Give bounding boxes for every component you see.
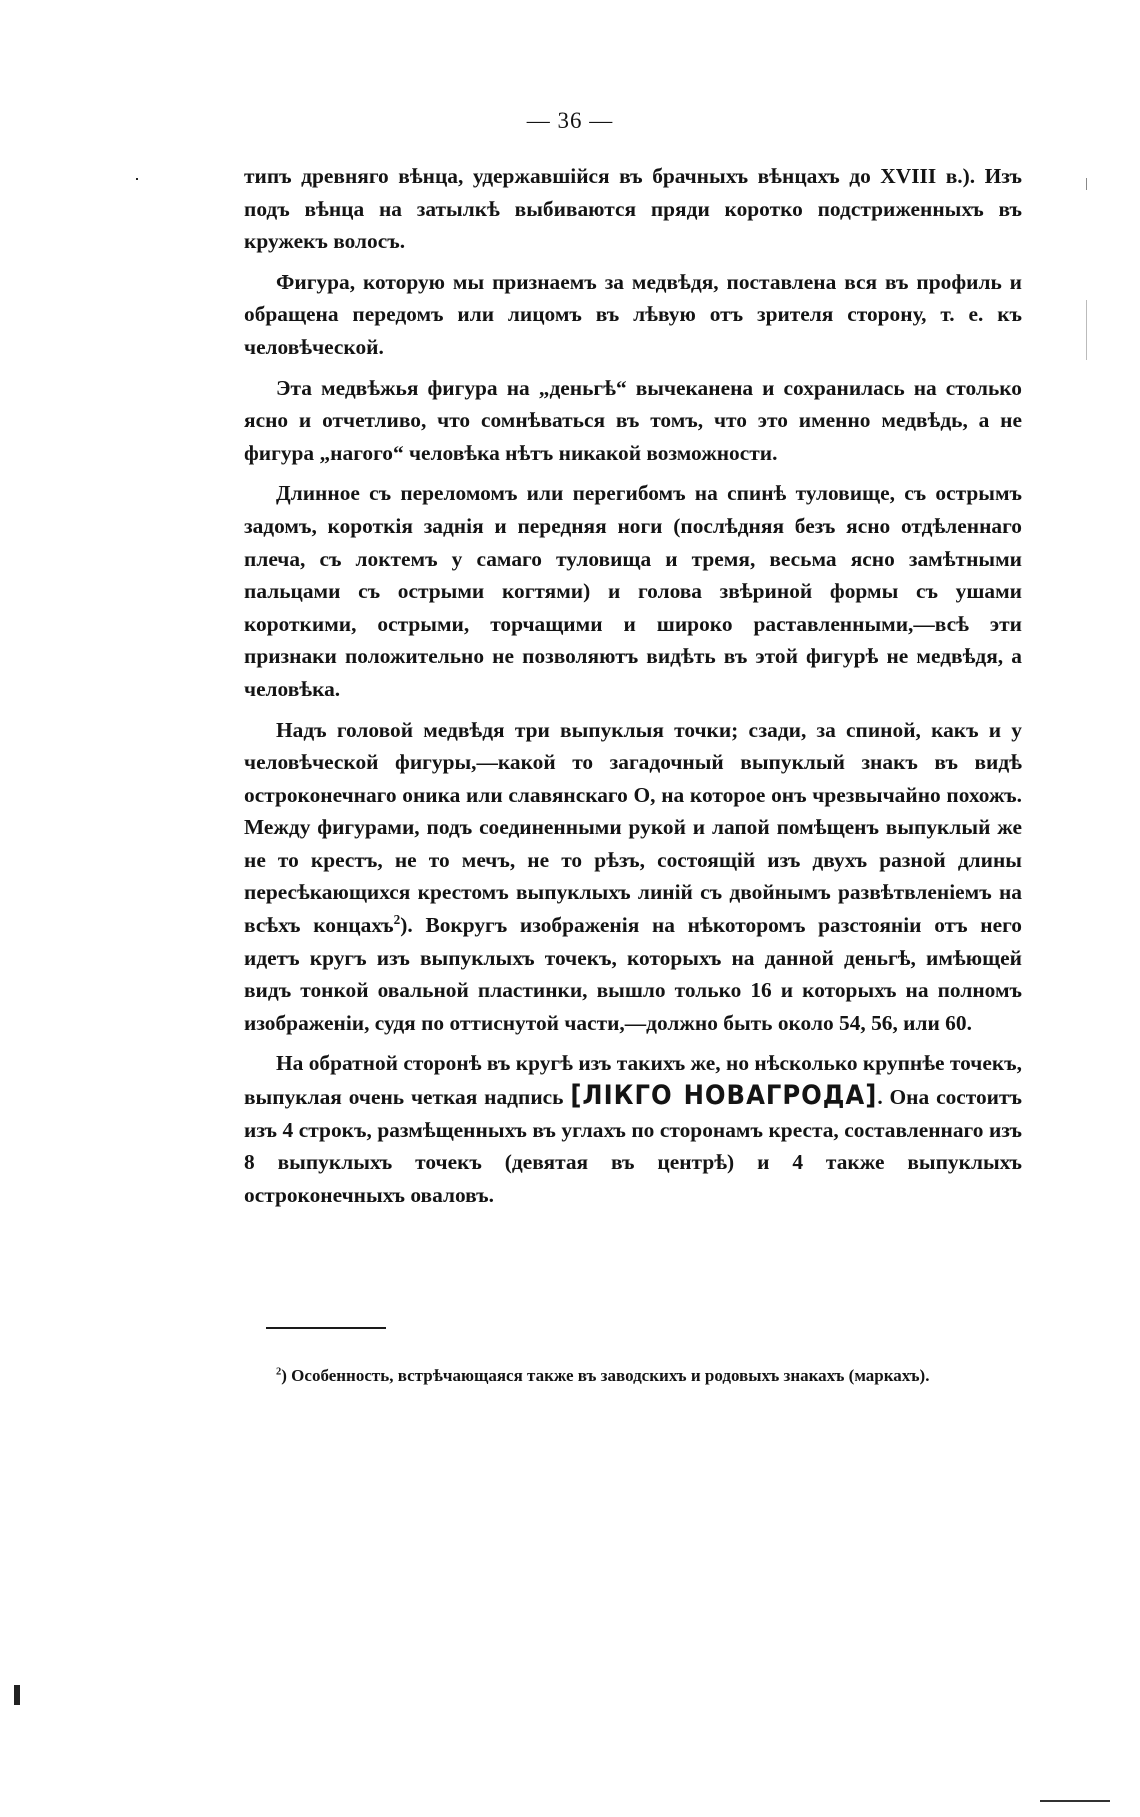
paragraph-bear-minted: Эта медвѣжья фигура на „деньгѣ“ вычеканена и сохранилась на столько ясно и отчетливо, что сомнѣваться въ томъ, что это именно медвѣдь, а не фигура „нагого“ человѣка нѣтъ никакой возможности. xyxy=(244,375,1022,465)
scan-speck xyxy=(1040,1800,1110,1802)
body-text xyxy=(244,160,1022,1219)
paragraph-signs xyxy=(244,714,1022,1040)
paragraph-signs-continuation: ). Вокругъ изображенія на нѣкоторомъ разстояніи отъ него идетъ кругъ изъ выпуклыхъ точекъ, которыхъ на данной деньгѣ, имѣющей видъ тонкой овальной пластинки, вышло только 16 и которыхъ на полномъ изображеніи, судя по оттиснутой части,—должно быть около 54, 56, или 60. xyxy=(244,913,1022,1035)
paragraph-reverse-continuation: . Она состоитъ изъ 4 строкъ, размѣщенныхъ въ углахъ по сторонамъ креста, составленнаго изъ 8 выпуклыхъ точекъ (девятая въ центрѣ) и 4 также выпуклыхъ остроконечныхъ оваловъ. xyxy=(244,1085,1022,1207)
coin-inscription: [ЛІКГО НОВАГРОДА] xyxy=(570,1080,878,1112)
paragraph-reverse-text: На обратной сторонѣ въ кругѣ изъ такихъ же, но нѣсколько крупнѣе точекъ, выпуклая очень четкая надпись xyxy=(244,1051,1022,1110)
scan-speck xyxy=(1086,300,1087,360)
footnote-text: ) Особенность, встрѣчающаяся также въ заводскихъ и родовыхъ знакахъ (маркахъ). xyxy=(281,1366,930,1385)
scan-speck xyxy=(1086,178,1087,190)
footnote xyxy=(244,1362,1022,1390)
paragraph-bear-features: Длинное съ переломомъ или перегибомъ на спинѣ туловище, съ острымъ задомъ, короткія заднія и передняя ноги (послѣдняя безъ ясно отдѣленнаго плеча, съ локтемъ у самаго туловища и тремя, весьма ясно замѣтными пальцами съ острыми когтями) и голова звѣриной формы съ ушами короткими, острыми, торчащими и широко раставленными,—всѣ эти признаки положительно не позволяютъ видѣть въ этой фигурѣ не медвѣдя, а человѣка. xyxy=(244,481,1022,701)
page-number: — 36 — xyxy=(526,108,614,133)
footnote-reference: 2 xyxy=(393,911,401,927)
footnote-divider xyxy=(266,1327,386,1329)
paragraph-bear-figure: Фигура, которую мы признаемъ за медвѣдя, поставлена вся въ профиль и обращена передомъ или лицомъ въ лѣвую отъ зрителя сторону, т. е. къ человѣческой. xyxy=(244,269,1022,359)
paragraph-reverse-side xyxy=(244,1047,1022,1211)
scan-speck xyxy=(136,178,138,180)
paragraph-continued: типъ древняго вѣнца, удержавшійся въ брачныхъ вѣнцахъ до XVIII в.). Изъ подъ вѣнца на затылкѣ выбиваются пряди коротко подстриженныхъ въ кружекъ волосъ. xyxy=(244,164,1022,254)
scan-speck xyxy=(14,1685,20,1705)
footnote-marker: 2 xyxy=(276,1366,282,1378)
paragraph-signs-text: Надъ головой медвѣдя три выпуклыя точки; сзади, за спиной, какъ и у человѣческой фигуры,—какой то загадочный выпуклый знакъ въ видѣ остроконечнаго оника или славянскаго О, на которое онъ чрезвычайно похожъ. Между фигурами, подъ соединенными рукой и лапой помѣщенъ выпуклый же не то крестъ, не то мечъ, не то рѣзъ, состоящій изъ двухъ разной длины пересѣкающихся крестомъ выпуклыхъ линій съ двойнымъ развѣтвленіемъ на всѣхъ концахъ xyxy=(244,717,1022,938)
